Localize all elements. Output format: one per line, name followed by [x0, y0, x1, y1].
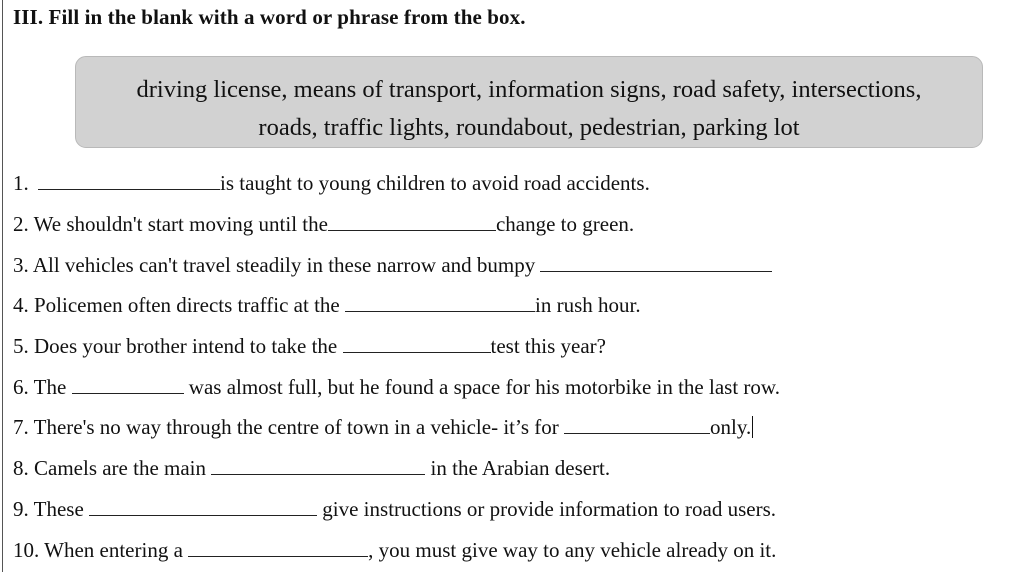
question-number: 6.: [13, 375, 29, 399]
question-4: [13, 292, 641, 318]
question-text-before: These: [33, 497, 84, 521]
question-text-before: Policemen often directs traffic at the: [34, 293, 340, 317]
question-text-after: test this year?: [490, 334, 606, 358]
page-left-border: [2, 0, 3, 572]
question-7: [13, 414, 753, 440]
answer-blank[interactable]: [72, 375, 184, 394]
question-number: 8.: [13, 456, 29, 480]
question-number: 9.: [13, 497, 29, 521]
question-6: [13, 374, 780, 400]
word-box-line-1: driving license, means of transport, information signs, road safety, intersections,: [136, 76, 922, 103]
question-text-after: in the Arabian desert.: [430, 456, 611, 480]
question-text-after: give instructions or provide information to road users.: [322, 497, 777, 521]
answer-blank[interactable]: [89, 497, 317, 516]
question-text-after: change to green.: [495, 212, 635, 236]
question-number: 5.: [13, 334, 29, 358]
text-cursor: [752, 416, 753, 438]
answer-blank[interactable]: [540, 253, 772, 272]
answer-blank[interactable]: [564, 415, 710, 434]
question-1: [13, 170, 650, 196]
answer-blank[interactable]: [38, 171, 220, 190]
question-text-after: is taught to young children to avoid road accidents.: [220, 171, 650, 195]
answer-blank[interactable]: [328, 212, 496, 231]
question-text-before: Camels are the main: [34, 456, 207, 480]
question-text-before: Does your brother intend to take the: [34, 334, 338, 358]
question-5: [13, 333, 606, 359]
question-number: 1.: [13, 171, 29, 195]
answer-blank[interactable]: [343, 334, 491, 353]
question-text-after: in rush hour.: [535, 293, 641, 317]
question-number: 7.: [13, 415, 29, 439]
question-9: [13, 496, 776, 522]
word-box: [75, 56, 983, 148]
question-text-after: only.: [710, 415, 752, 439]
question-text-after: , you must give way to any vehicle already on it.: [368, 538, 777, 562]
question-number: 3.: [13, 253, 29, 277]
question-8: [13, 455, 610, 481]
question-text-before: When entering a: [44, 538, 183, 562]
exercise-heading: III. Fill in the blank with a word or phrase from the box.: [13, 5, 526, 29]
question-number: 4.: [13, 293, 29, 317]
question-text-before: We shouldn't start moving until the: [33, 212, 328, 236]
question-text-before: There's no way through the centre of town in a vehicle- it’s for: [33, 415, 559, 439]
question-2: [13, 211, 634, 237]
question-number: 2.: [13, 212, 29, 236]
question-text-before: The: [33, 375, 67, 399]
question-3: [13, 252, 772, 278]
question-number: 10.: [13, 538, 40, 562]
answer-blank[interactable]: [188, 538, 368, 557]
answer-blank[interactable]: [345, 293, 535, 312]
question-text-after: was almost full, but he found a space for his motorbike in the last row.: [188, 375, 780, 399]
question-text-before: All vehicles can't travel steadily in these narrow and bumpy: [32, 253, 536, 277]
answer-blank[interactable]: [211, 456, 425, 475]
question-10: [13, 537, 776, 563]
word-box-line-2: roads, traffic lights, roundabout, pedestrian, parking lot: [258, 114, 800, 141]
